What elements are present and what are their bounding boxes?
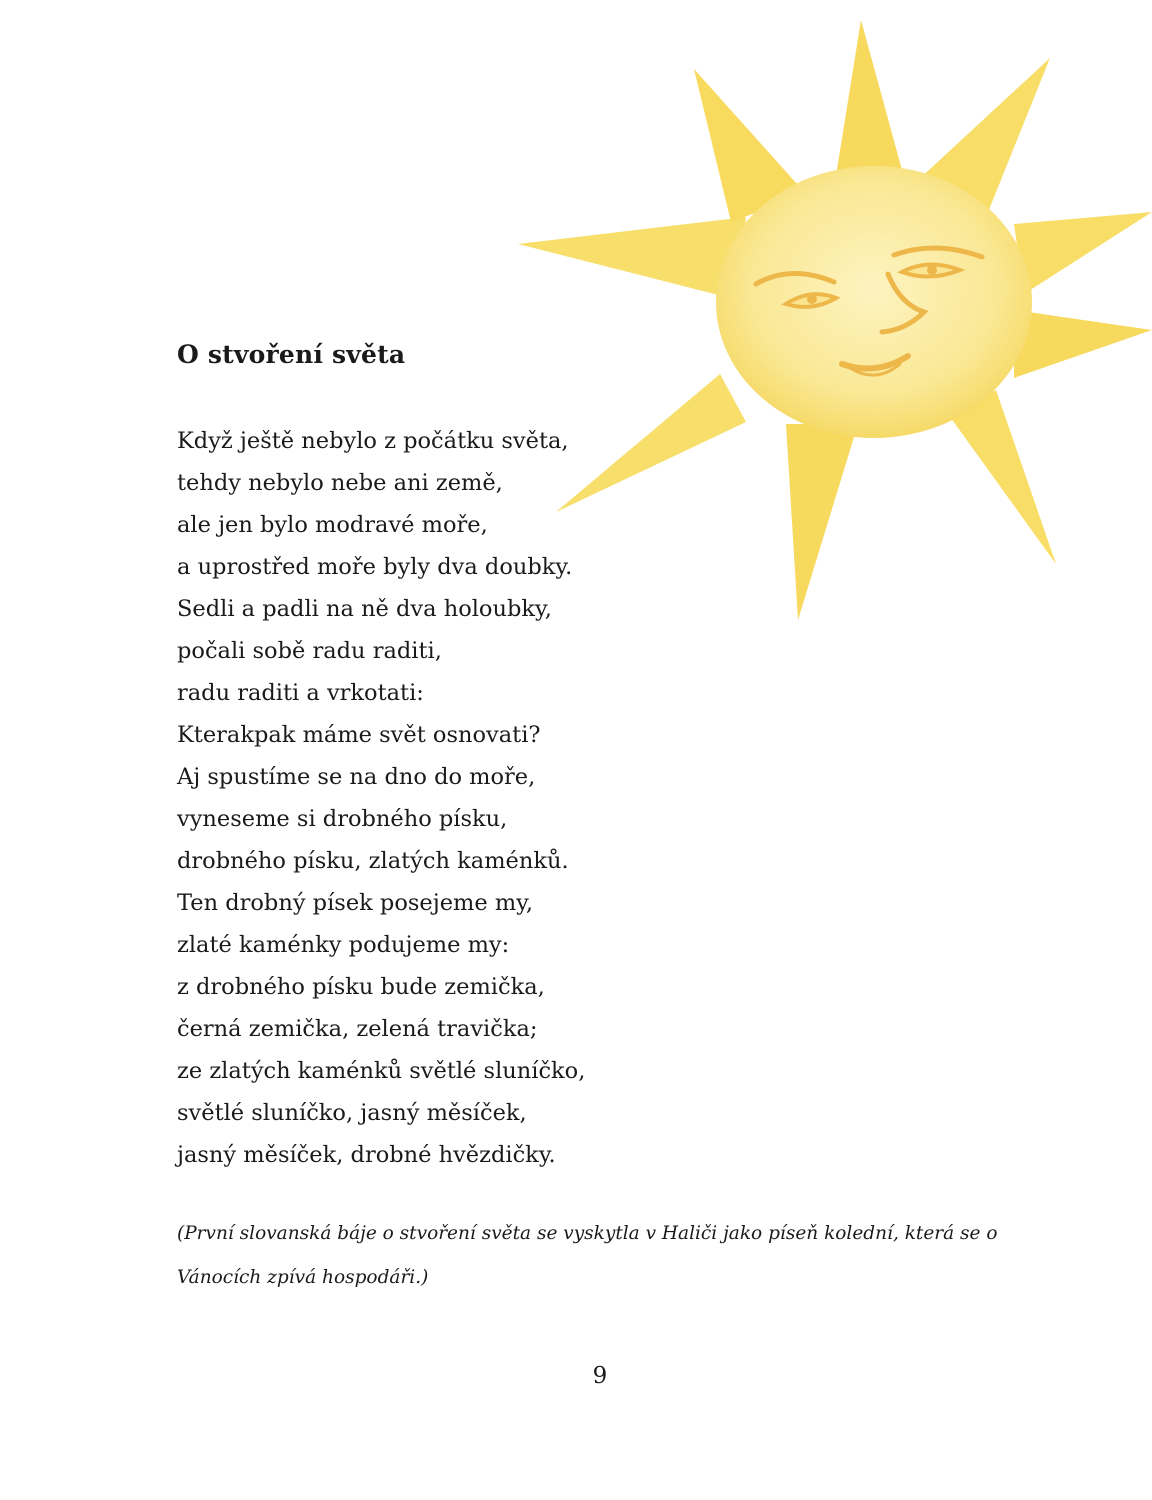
poem-line: radu raditi a vrkotati:	[177, 680, 424, 706]
poem-title: O stvoření světa	[177, 340, 406, 369]
poem-line: světlé sluníčko, jasný měsíček,	[177, 1100, 527, 1126]
poem-line: Aj spustíme se na dno do moře,	[177, 764, 536, 790]
poem-line: jasný měsíček, drobné hvězdičky.	[177, 1142, 556, 1168]
poem-line: počali sobě radu raditi,	[177, 638, 442, 664]
page-number: 9	[592, 1363, 608, 1389]
sun-ray-bottom-right	[948, 390, 1056, 564]
poem-line: vyneseme si drobného písku,	[177, 806, 508, 832]
sun-left-pupil	[807, 294, 817, 304]
source-note: (První slovanská báje o stvoření světa se vyskytla v Haliči jako píseň kolední, která se o Vánocích zpívá hospodáři.)	[177, 1223, 998, 1288]
poem-line: ale jen bylo modravé moře,	[177, 512, 488, 538]
poem-line: zlaté kaménky podujeme my:	[177, 932, 510, 958]
poem-line: z drobného písku bude zemička,	[177, 974, 545, 1000]
sun-ray-right	[1014, 212, 1152, 294]
poem-line: tehdy nebylo nebe ani země,	[177, 470, 503, 496]
poem-lines	[177, 420, 737, 1176]
poem-line: drobného písku, zlatých kaménků.	[177, 848, 569, 874]
poem-line: Když ještě nebylo z počátku světa,	[177, 428, 569, 454]
sun-right-pupil	[927, 265, 937, 275]
poem-line: a uprostřed moře byly dva doubky.	[177, 554, 573, 580]
poem-line: Ten drobný písek posejeme my,	[177, 890, 534, 916]
poem-line: Sedli a padli na ně dva holoubky,	[177, 596, 552, 622]
poem-line: černá zemička, zelená travička;	[177, 1016, 538, 1042]
sun-ray-left	[518, 217, 746, 300]
sun-ray-lower-right	[1014, 310, 1152, 378]
poem-line: ze zlatých kaménků světlé sluníčko,	[177, 1058, 586, 1084]
sun-ray-bottom	[786, 424, 858, 620]
sun-face	[716, 166, 1032, 438]
poem-line: Kterakpak máme svět osnovati?	[177, 722, 541, 748]
